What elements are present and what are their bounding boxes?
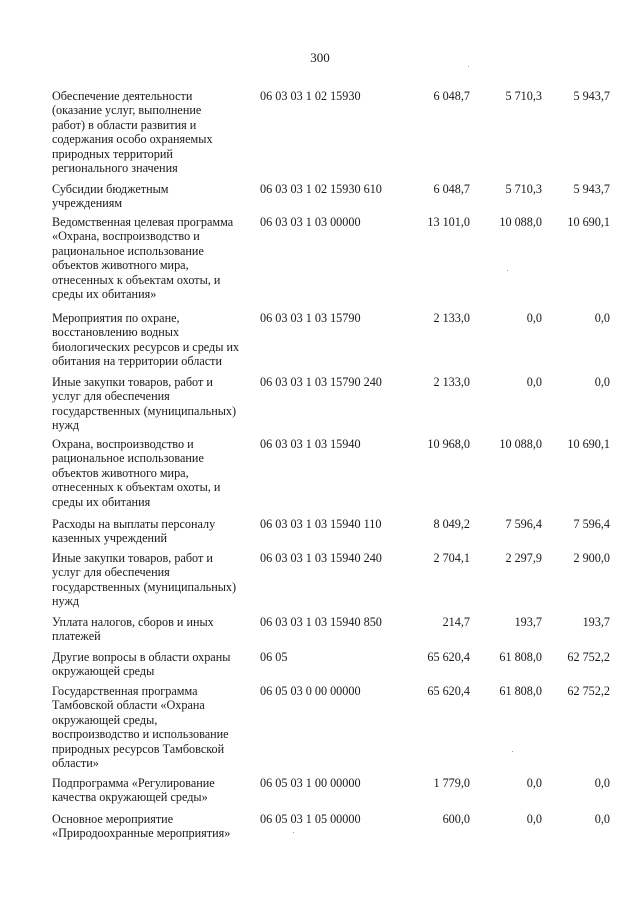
scan-speck <box>512 751 513 752</box>
row-code: 06 03 03 1 03 15940 <box>260 437 361 451</box>
row-name: Государственная программа Тамбовской области «Охрана окружающей среды, воспроизводство и использование природных ресурсов Тамбовской области» <box>52 684 229 771</box>
row-value-3: 62 752,2 <box>567 650 610 664</box>
row-value-3: 62 752,2 <box>567 684 610 698</box>
row-code: 06 05 03 1 00 00000 <box>260 776 361 790</box>
row-value-1: 65 620,4 <box>427 650 470 664</box>
row-value-2: 61 808,0 <box>499 684 542 698</box>
row-value-3: 0,0 <box>594 812 610 826</box>
row-value-3: 5 943,7 <box>573 182 610 196</box>
scan-speck <box>507 270 508 271</box>
row-value-2: 7 596,4 <box>505 517 542 531</box>
row-code: 06 05 <box>260 650 288 664</box>
row-value-2: 2 297,9 <box>505 551 542 565</box>
row-value-1: 1 779,0 <box>433 776 470 790</box>
row-value-3: 0,0 <box>594 311 610 325</box>
page-number: 300 <box>310 50 330 65</box>
row-value-1: 600,0 <box>442 812 470 826</box>
row-value-1: 6 048,7 <box>433 182 470 196</box>
row-value-3: 7 596,4 <box>573 517 610 531</box>
row-code: 06 03 03 1 02 15930 <box>260 89 361 103</box>
row-name: Уплата налогов, сборов и иных платежей <box>52 615 214 644</box>
row-value-1: 8 049,2 <box>433 517 470 531</box>
row-code: 06 03 03 1 03 15790 <box>260 311 361 325</box>
row-name: Мероприятия по охране, восстановлению водных биологических ресурсов и среды их обитания на территории области <box>52 311 240 369</box>
row-name: Подпрограмма «Регулирование качества окружающей среды» <box>52 776 215 805</box>
row-value-2: 5 710,3 <box>505 182 542 196</box>
row-value-1: 214,7 <box>442 615 470 629</box>
row-value-1: 65 620,4 <box>427 684 470 698</box>
scan-speck <box>468 66 469 67</box>
row-name: Иные закупки товаров, работ и услуг для обеспечения государственных (муниципальных) нужд <box>52 551 237 609</box>
row-name: Основное мероприятие «Природоохранные мероприятия» <box>52 812 231 841</box>
row-value-2: 0,0 <box>526 812 542 826</box>
row-value-1: 2 133,0 <box>433 375 470 389</box>
row-value-1: 10 968,0 <box>427 437 470 451</box>
row-value-3: 0,0 <box>594 776 610 790</box>
row-value-3: 2 900,0 <box>573 551 610 565</box>
row-name: Расходы на выплаты персоналу казенных учреждений <box>52 517 216 546</box>
row-name: Иные закупки товаров, работ и услуг для обеспечения государственных (муниципальных) нужд <box>52 375 237 433</box>
row-code: 06 05 03 1 05 00000 <box>260 812 361 826</box>
row-value-2: 5 710,3 <box>505 89 542 103</box>
row-value-2: 193,7 <box>514 615 542 629</box>
row-value-3: 10 690,1 <box>567 437 610 451</box>
row-name: Обеспечение деятельности (оказание услуг, выполнение работ) в области развития и содержания особо охраняемых природных территорий регионального значения <box>52 89 213 176</box>
row-name: Ведомственная целевая программа «Охрана, воспроизводство и рациональное использование объектов животного мира, отнесенных к объектам охоты, и среды их обитания» <box>52 215 234 302</box>
row-value-2: 0,0 <box>526 311 542 325</box>
row-value-1: 2 133,0 <box>433 311 470 325</box>
row-value-3: 193,7 <box>582 615 610 629</box>
row-code: 06 03 03 1 03 00000 <box>260 215 361 229</box>
row-value-1: 6 048,7 <box>433 89 470 103</box>
row-value-3: 0,0 <box>594 375 610 389</box>
scan-speck <box>293 832 294 833</box>
row-value-2: 61 808,0 <box>499 650 542 664</box>
row-code: 06 03 03 1 03 15940 850 <box>260 615 382 629</box>
row-code: 06 03 03 1 03 15790 240 <box>260 375 382 389</box>
row-value-3: 10 690,1 <box>567 215 610 229</box>
row-code: 06 03 03 1 03 15940 240 <box>260 551 382 565</box>
row-name: Охрана, воспроизводство и рациональное использование объектов животного мира, отнесенных к объектам охоты, и среды их обитания <box>52 437 221 509</box>
row-value-3: 5 943,7 <box>573 89 610 103</box>
row-code: 06 03 03 1 02 15930 610 <box>260 182 382 196</box>
row-value-2: 10 088,0 <box>499 215 542 229</box>
row-code: 06 03 03 1 03 15940 110 <box>260 517 382 531</box>
row-value-1: 2 704,1 <box>433 551 470 565</box>
row-value-2: 0,0 <box>526 776 542 790</box>
row-code: 06 05 03 0 00 00000 <box>260 684 361 698</box>
row-name: Субсидии бюджетным учреждениям <box>52 182 169 211</box>
row-value-2: 10 088,0 <box>499 437 542 451</box>
row-value-2: 0,0 <box>526 375 542 389</box>
row-name: Другие вопросы в области охраны окружающей среды <box>52 650 231 679</box>
row-value-1: 13 101,0 <box>427 215 470 229</box>
